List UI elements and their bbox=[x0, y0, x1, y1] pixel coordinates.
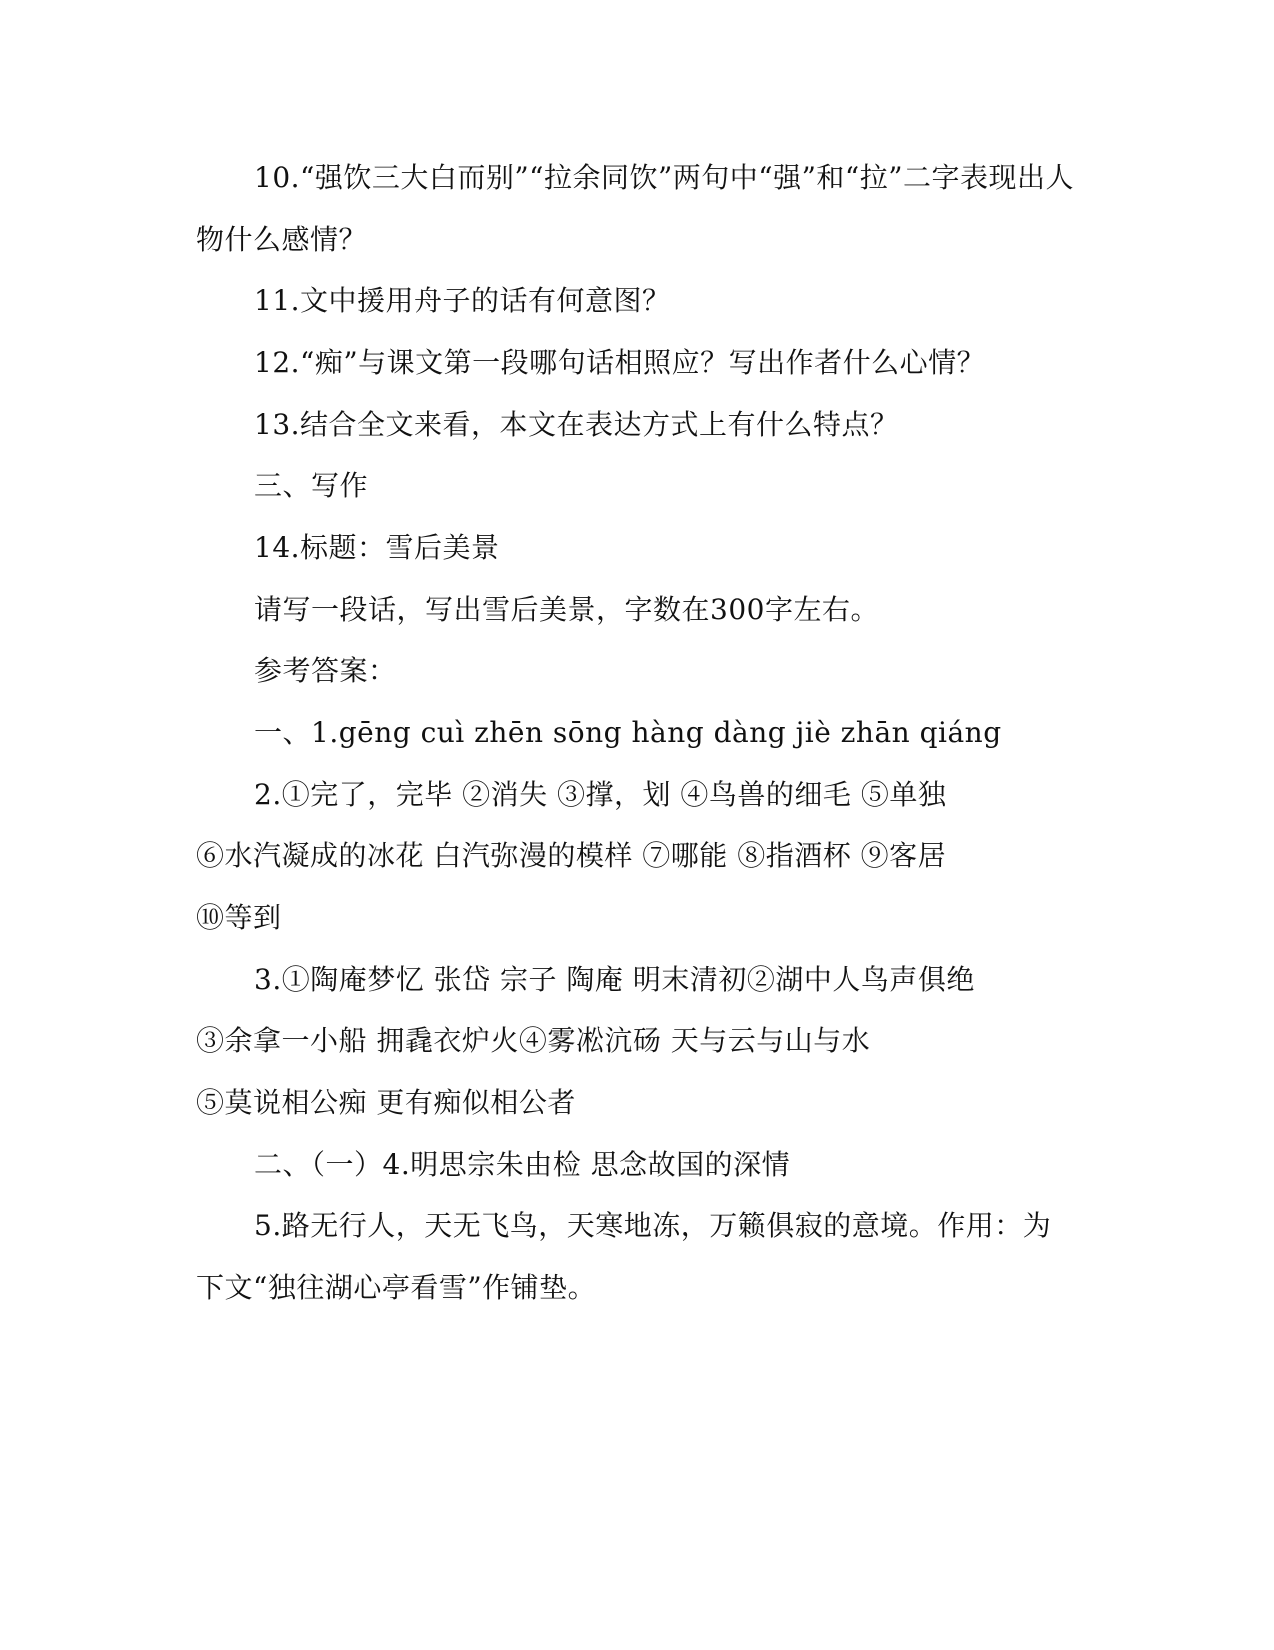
question-13: 13.结合全文来看，本文在表达方式上有什么特点？ bbox=[254, 408, 899, 441]
answer-3-line-1: 3.①陶庵梦忆 张岱 宗子 陶庵 明末清初②湖中人鸟声俱绝 bbox=[254, 963, 975, 996]
answer-2-line-3: ⑩等到 bbox=[196, 901, 282, 934]
answer-4: 二、（一）4.明思宗朱由检 思念故国的深情 bbox=[254, 1148, 791, 1181]
answer-2-line-2: ⑥水汽凝成的冰花 白汽弥漫的模样 ⑦哪能 ⑧指酒杯 ⑨客居 bbox=[196, 839, 947, 872]
question-14: 14.标题：雪后美景 bbox=[254, 531, 500, 564]
writing-instruction: 请写一段话，写出雪后美景，字数在300字左右。 bbox=[254, 593, 879, 626]
question-10-line-1: 10.“强饮三大白而别”“拉余同饮”两句中“强”和“拉”二字表现出人 bbox=[254, 161, 1075, 194]
answer-1: 一、1.gēng cuì zhēn sōng hàng dàng jiè zhān qiáng bbox=[254, 716, 1002, 749]
answer-3-line-3: ⑤莫说相公痴 更有痴似相公者 bbox=[196, 1086, 576, 1119]
question-10-line-2: 物什么感情？ bbox=[196, 223, 368, 256]
answer-5-line-2: 下文“独往湖心亭看雪”作铺垫。 bbox=[196, 1271, 597, 1304]
section-heading-writing: 三、写作 bbox=[254, 469, 369, 502]
answer-5-line-1: 5.路无行人，天无飞鸟，天寒地冻，万籁俱寂的意境。作用：为 bbox=[254, 1209, 1052, 1242]
question-12: 12.“痴”与课文第一段哪句话相照应？写出作者什么心情？ bbox=[254, 346, 986, 379]
question-11: 11.文中援用舟子的话有何意图？ bbox=[254, 284, 671, 317]
answer-2-line-1: 2.①完了，完毕 ②消失 ③撑，划 ④鸟兽的细毛 ⑤单独 bbox=[254, 778, 947, 811]
answers-heading: 参考答案： bbox=[254, 654, 397, 687]
answer-3-line-2: ③余拿一小船 拥毳衣炉火④雾凇沆砀 天与云与山与水 bbox=[196, 1024, 871, 1057]
